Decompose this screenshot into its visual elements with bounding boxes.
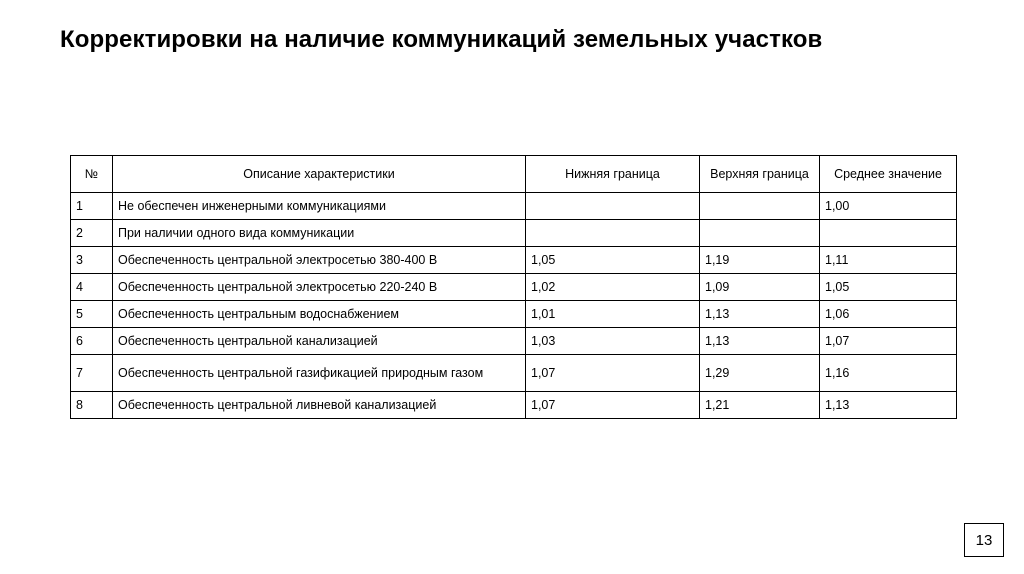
cell-average: 1,11 — [820, 247, 957, 274]
cell-upper — [700, 193, 820, 220]
cell-average: 1,06 — [820, 301, 957, 328]
cell-num: 6 — [71, 328, 113, 355]
cell-lower — [526, 220, 700, 247]
cell-lower: 1,07 — [526, 355, 700, 392]
table-row — [71, 193, 957, 220]
table-row — [71, 301, 957, 328]
cell-description: Обеспеченность центральной электросетью 220-240 В — [113, 274, 526, 301]
table-row — [71, 392, 957, 419]
header-description: Описание характеристики — [113, 156, 526, 193]
cell-num: 4 — [71, 274, 113, 301]
cell-average: 1,00 — [820, 193, 957, 220]
cell-upper: 1,21 — [700, 392, 820, 419]
cell-description: Обеспеченность центральной ливневой канализацией — [113, 392, 526, 419]
cell-description: Обеспеченность центральной электросетью 380-400 В — [113, 247, 526, 274]
cell-lower — [526, 193, 700, 220]
cell-upper — [700, 220, 820, 247]
cell-num: 5 — [71, 301, 113, 328]
cell-description: При наличии одного вида коммуникации — [113, 220, 526, 247]
cell-upper: 1,19 — [700, 247, 820, 274]
cell-upper: 1,09 — [700, 274, 820, 301]
cell-description: Обеспеченность центральной канализацией — [113, 328, 526, 355]
cell-description: Обеспеченность центральным водоснабжением — [113, 301, 526, 328]
cell-lower: 1,02 — [526, 274, 700, 301]
cell-upper: 1,29 — [700, 355, 820, 392]
header-average: Среднее значение — [820, 156, 957, 193]
cell-lower: 1,01 — [526, 301, 700, 328]
cell-average: 1,13 — [820, 392, 957, 419]
table-row — [71, 328, 957, 355]
cell-lower: 1,05 — [526, 247, 700, 274]
cell-average — [820, 220, 957, 247]
page-title: Корректировки на наличие коммуникаций земельных участков — [60, 26, 823, 53]
table-row — [71, 247, 957, 274]
cell-num: 7 — [71, 355, 113, 392]
cell-upper: 1,13 — [700, 328, 820, 355]
cell-num: 2 — [71, 220, 113, 247]
page-number-badge: 13 — [964, 523, 1004, 557]
header-num: № — [71, 156, 113, 193]
cell-lower: 1,03 — [526, 328, 700, 355]
table-row — [71, 355, 957, 392]
table-row — [71, 274, 957, 301]
table-header-row — [71, 156, 957, 193]
cell-average: 1,07 — [820, 328, 957, 355]
cell-num: 8 — [71, 392, 113, 419]
adjustments-table — [70, 155, 957, 419]
cell-num: 1 — [71, 193, 113, 220]
cell-lower: 1,07 — [526, 392, 700, 419]
header-lower: Нижняя граница — [526, 156, 700, 193]
cell-description: Не обеспечен инженерными коммуникациями — [113, 193, 526, 220]
cell-average: 1,05 — [820, 274, 957, 301]
cell-average: 1,16 — [820, 355, 957, 392]
table-row — [71, 220, 957, 247]
cell-num: 3 — [71, 247, 113, 274]
header-upper: Верхняя граница — [700, 156, 820, 193]
cell-description: Обеспеченность центральной газификацией природным газом — [113, 355, 526, 392]
cell-upper: 1,13 — [700, 301, 820, 328]
